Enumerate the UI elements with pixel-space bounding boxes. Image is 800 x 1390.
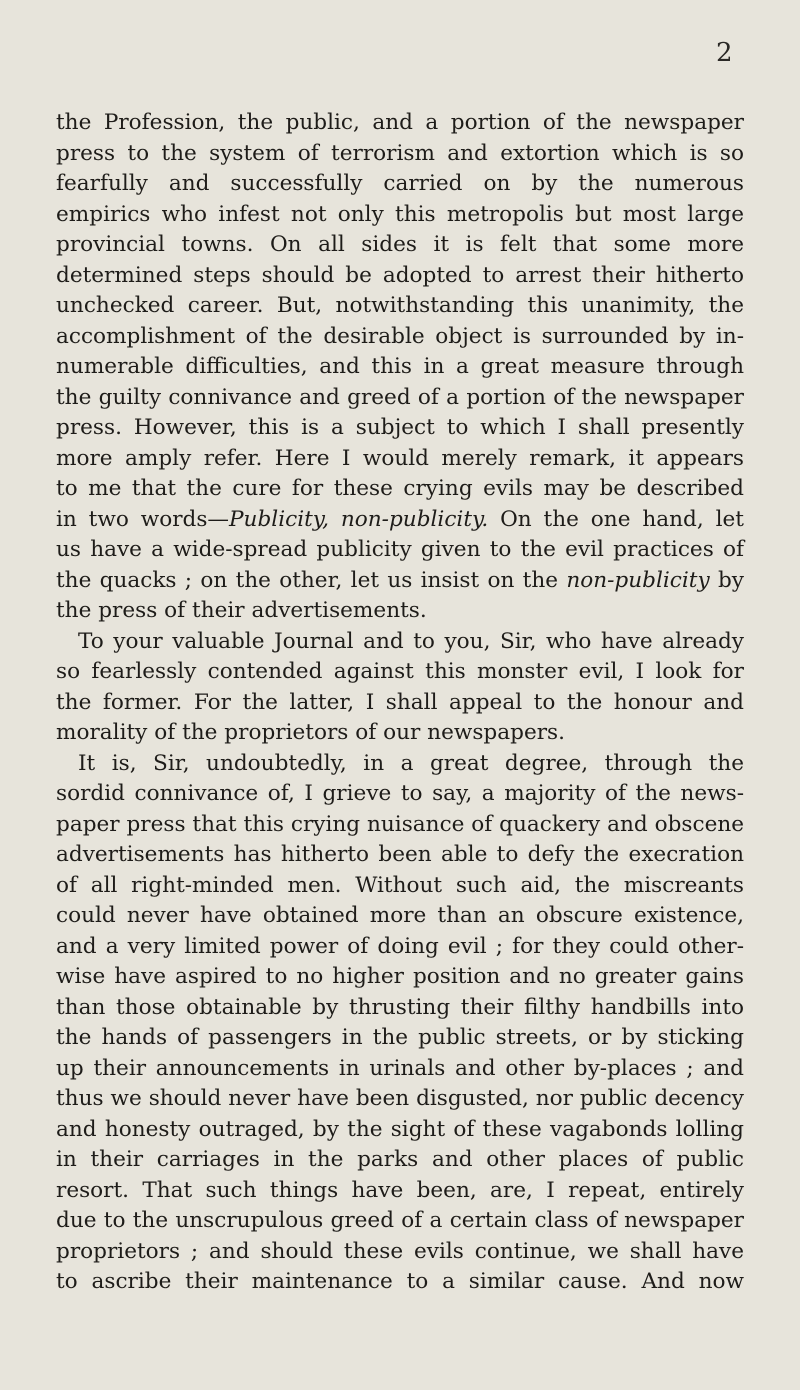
text-line: numerable difficulties, and this in a great measure through: [56, 354, 744, 379]
text-line: wise have aspired to no higher position and no greater gains: [56, 964, 744, 989]
text-line: of all right-minded men. Without such aid, the miscreants: [56, 872, 744, 898]
text-line: the former. For the latter, I shall appeal to the honour and: [56, 689, 744, 715]
text-line: us have a wide-spread publicity given to the evil practices of: [56, 537, 744, 562]
text-line: morality of the proprietors of our newspapers.: [56, 720, 566, 745]
text-line: than those obtainable by thrusting their filthy handbills into: [56, 994, 744, 1020]
text-line: in their carriages in the parks and other places of public: [56, 1147, 744, 1172]
text-line: to ascribe their maintenance to a similar cause. And now: [56, 1269, 744, 1294]
text-line: sordid connivance of, I grieve to say, a majority of the news-: [56, 781, 744, 806]
text-segment: the quacks ; on the other, let us insist on the: [56, 567, 567, 593]
text-line: could never have obtained more than an obscure existence,: [56, 903, 744, 928]
text-line: more amply refer. Here I would merely remark, it appears: [56, 445, 744, 471]
text-line: the press of their advertisements.: [56, 598, 427, 623]
text-line-with-italic: [56, 505, 744, 536]
text-line: accomplishment of the desirable object is surrounded by in-: [56, 323, 744, 349]
text-segment: in two words—: [56, 506, 230, 532]
text-line: empirics who infest not only this metropolis but most large: [56, 201, 744, 227]
text-segment: by: [709, 567, 744, 593]
text-line: To your valuable Journal and to you, Sir, who have already: [78, 628, 744, 654]
text-line: It is, Sir, undoubtedly, in a great degree, through the: [78, 750, 744, 776]
text-line: paper press that this crying nuisance of quackery and obscene: [56, 811, 745, 837]
page-number: 2: [716, 38, 733, 68]
text-line: determined steps should be adopted to arrest their hitherto: [56, 262, 744, 288]
text-segment: On the one hand, let: [488, 506, 744, 532]
text-line: advertisements has hitherto been able to defy the execration: [56, 842, 744, 867]
text-line: press. However, this is a subject to which I shall presently: [56, 415, 744, 440]
text-line: and a very limited power of doing evil ; for they could other-: [56, 933, 744, 959]
body-text: [56, 108, 744, 1298]
text-line: press to the system of terrorism and extortion which is so: [56, 140, 744, 166]
text-line: proprietors ; and should these evils continue, we shall have: [56, 1238, 744, 1264]
text-line: up their announcements in urinals and other by-places ; and: [56, 1055, 744, 1081]
text-line: the guilty connivance and greed of a portion of the newspaper: [56, 384, 744, 410]
text-line: the Profession, the public, and a portion of the newspaper: [56, 110, 744, 135]
text-line: resort. That such things have been, are, I repeat, entirely: [56, 1177, 744, 1203]
text-line-with-italic: [56, 566, 744, 597]
italic-emphasis: non-publicity: [566, 567, 710, 593]
text-line: provincial towns. On all sides it is felt that some more: [56, 232, 744, 257]
text-line: and honesty outraged, by the sight of these vagabonds lolling: [56, 1116, 744, 1142]
text-line: thus we should never have been disgusted, nor public decency: [56, 1086, 744, 1111]
text-line: unchecked career. But, notwithstanding this unanimity, the: [56, 293, 744, 318]
text-line: so fearlessly contended against this monster evil, I look for: [56, 659, 744, 684]
italic-emphasis: Publicity, non-publicity.: [229, 506, 489, 532]
text-line: to me that the cure for these crying evils may be described: [56, 476, 744, 501]
text-line: due to the unscrupulous greed of a certain class of newspaper: [56, 1208, 744, 1233]
text-line: fearfully and successfully carried on by the numerous: [56, 171, 744, 196]
text-line: the hands of passengers in the public streets, or by sticking: [56, 1025, 744, 1050]
